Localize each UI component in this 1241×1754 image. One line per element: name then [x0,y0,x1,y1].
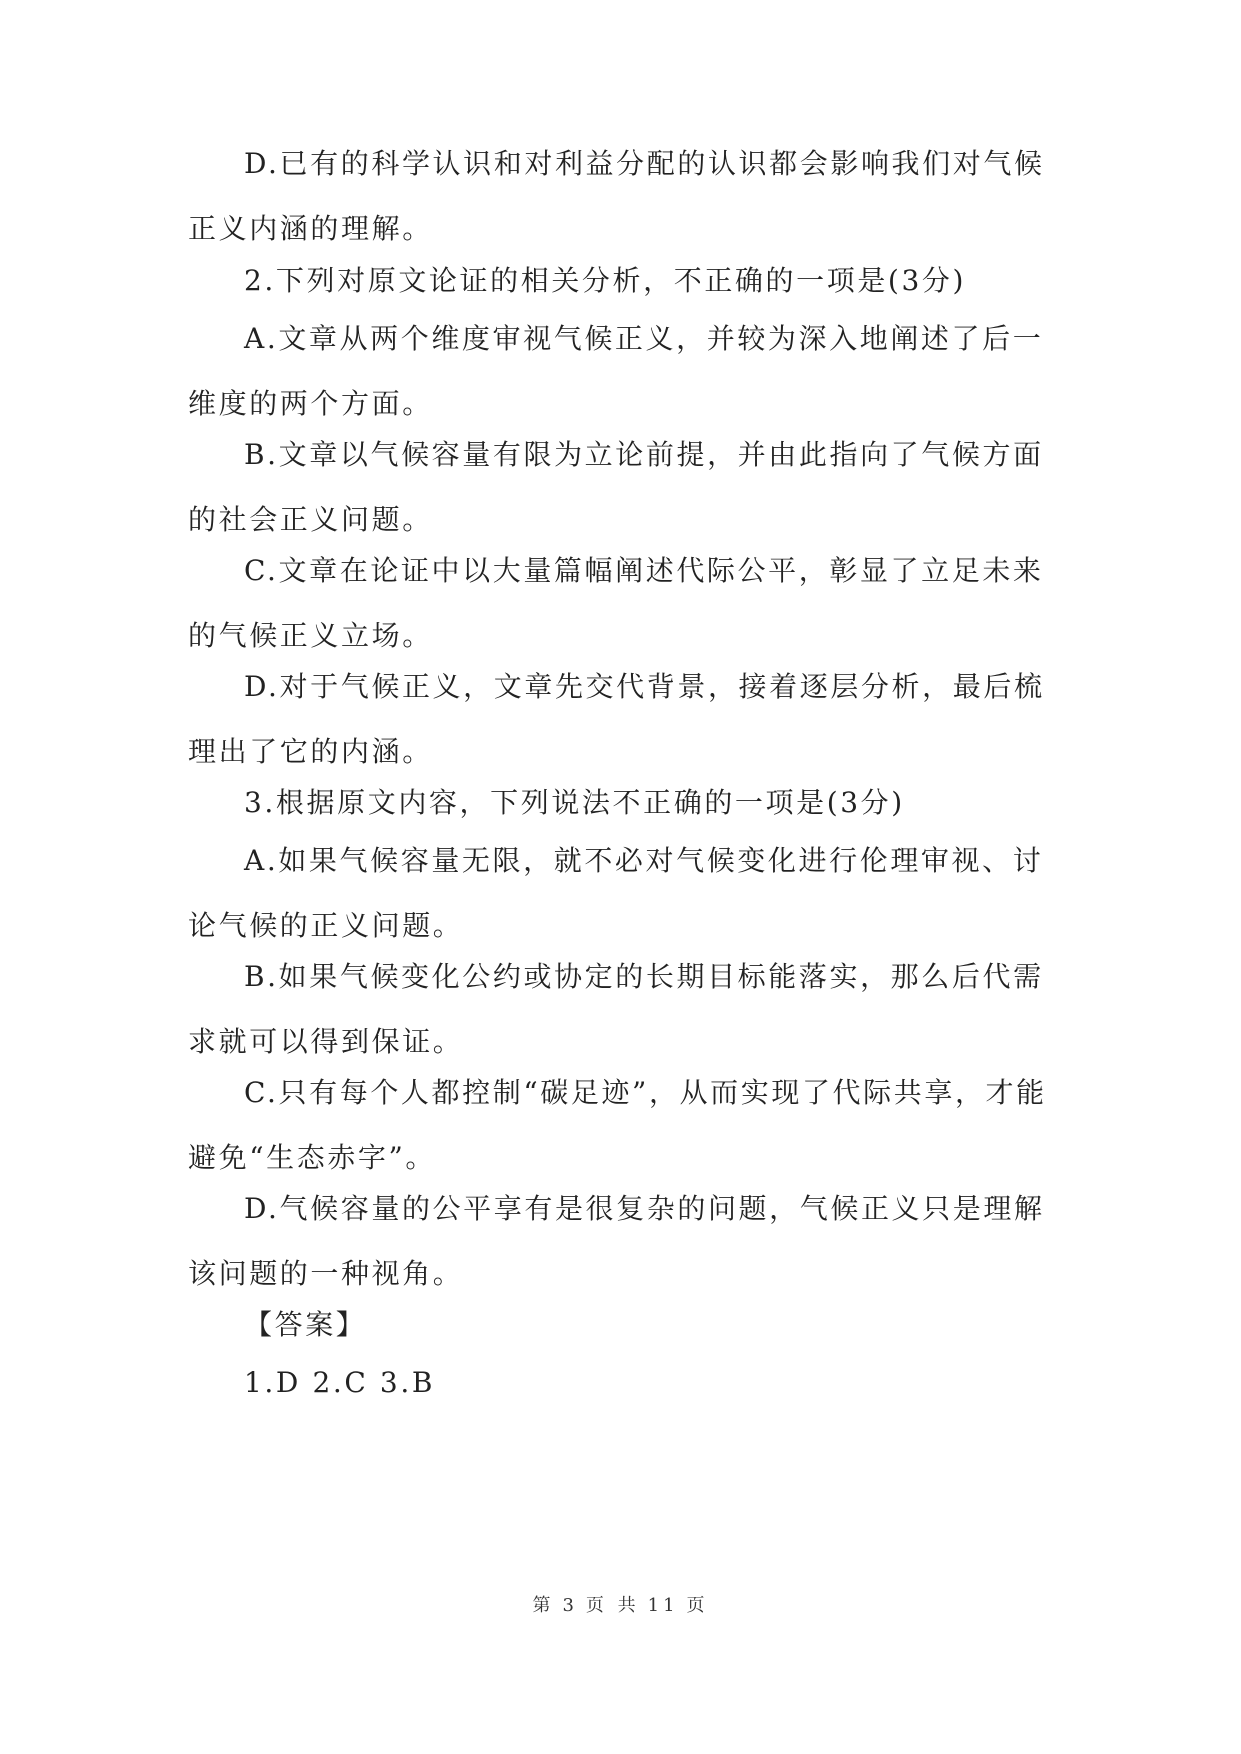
footer-middle: 页 共 [585,1595,640,1616]
footer-page-number: 3 [562,1595,578,1616]
q3-stem: 3.根据原文内容，下列说法不正确的一项是(3分) [244,786,905,819]
q3-option-b: B.如果气候变化公约或协定的长期目标能落实，那么后代需求就可以得到保证。 [188,960,1044,1058]
answer-text: 1.D 2.C 3.B [244,1366,435,1399]
q3-option-d: D.气候容量的公平享有是很复杂的问题，气候正义只是理解该问题的一种视角。 [188,1192,1045,1290]
footer-prefix: 第 [532,1595,555,1616]
q3-option-c: C.只有每个人都控制“碳足迹”，从而实现了代际共享，才能避免“生态赤字”。 [188,1076,1047,1174]
q2-option-b: B.文章以气候容量有限为立论前提，并由此指向了气候方面的社会正义问题。 [188,438,1044,536]
q2-option-d: D.对于气候正义，文章先交代背景，接着逐层分析，最后梳理出了它的内涵。 [188,670,1045,768]
footer-total-pages: 11 [647,1595,679,1616]
answer-heading: 【答案】 [244,1308,367,1341]
q2-option-a: A.文章从两个维度审视气候正义，并较为深入地阐述了后一维度的两个方面。 [188,322,1044,420]
q2-stem: 2.下列对原文论证的相关分析，不正确的一项是(3分) [244,264,966,297]
page-footer [0,1591,1241,1617]
footer-suffix: 页 [686,1595,709,1616]
q3-option-a: A.如果气候容量无限，就不必对气候变化进行伦理审视、讨论气候的正义问题。 [188,844,1044,942]
q2-option-c: C.文章在论证中以大量篇幅阐述代际公平，彰显了立足未来的气候正义立场。 [188,554,1044,652]
q1-option-d: D.已有的科学认识和对利益分配的认识都会影响我们对气候正义内涵的理解。 [188,147,1045,245]
